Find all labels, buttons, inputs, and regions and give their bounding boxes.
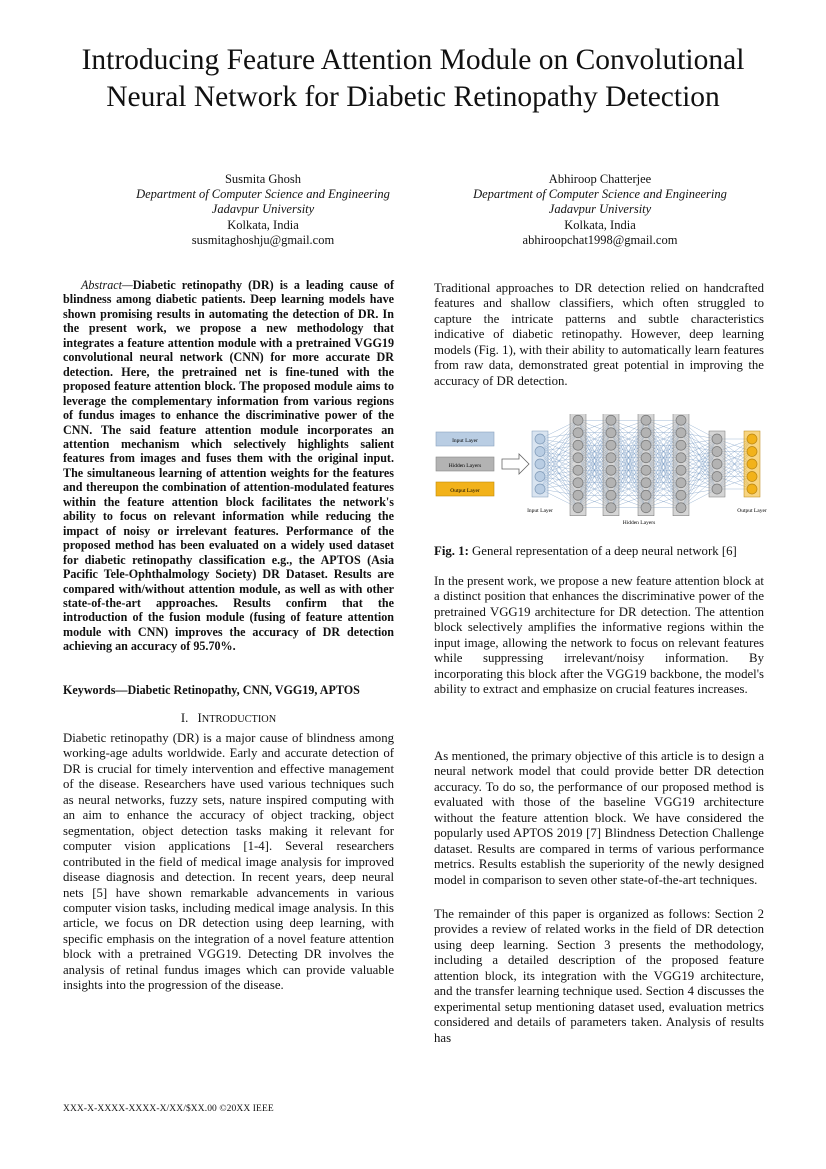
author-location: Kolkata, India: [227, 217, 299, 232]
paragraph-text: The remainder of this paper is organized as follows: Section 2 provides a review of related works in the field of DR detection using deep learning. Section 3 presents the methodology, including a detailed description of the proposed feature attention block, its integration with the VGG19 architecture, and the transfer learning technique used. Section 4 discusses the experimental setup mentioning dataset used, evaluation metrics considered and details of parameters taken. Analysis of results has: [434, 907, 764, 1045]
keywords: Keywords—Diabetic Retinopathy, CNN, VGG19, APTOS: [63, 683, 360, 697]
neuron-node: [606, 503, 616, 513]
neuron-node: [573, 503, 583, 513]
neuron-node: [676, 465, 686, 475]
neuron-node: [712, 459, 722, 469]
neuron-node: [641, 490, 651, 500]
right-paragraph-3: [434, 749, 764, 888]
paragraph-text: As mentioned, the primary objective of this article is to design a neural network model that could provide better DR detection accuracy. To do so, the performance of our proposed method is evaluated with those of the baseline VGG19 architecture without the feature attention block. We have considered the popularly used APTOS 2019 [7] Blindness Detection Challenge dataset. Results are compared in terms of various performance metrics. Results establish the superiority of the newly designed model in comparison to seven other state-of-the-art techniques.: [434, 749, 764, 887]
author-department: Department of Computer Science and Engineering: [136, 187, 390, 202]
neuron-node: [573, 478, 583, 488]
neuron-node: [606, 440, 616, 450]
caption-label: Fig. 1:: [434, 544, 469, 558]
copyright-footer: XXX-X-XXXX-XXXX-X/XX/$XX.00 ©20XX IEEE: [63, 1104, 274, 1114]
neuron-node: [641, 465, 651, 475]
abstract-label: Abstract—: [81, 278, 133, 292]
neuron-node: [676, 478, 686, 488]
author-email: susmitaghoshju@gmail.com: [191, 232, 335, 247]
neuron-node: [641, 440, 651, 450]
neuron-node: [606, 478, 616, 488]
neuron-node: [712, 434, 722, 444]
neuron-node: [641, 478, 651, 488]
neuron-node: [573, 440, 583, 450]
author-university: Jadavpur University: [211, 202, 315, 217]
section-heading-introduction: [63, 711, 394, 726]
abstract-text: Diabetic retinopathy (DR) is a leading cause of blindness among diabetic patients. Deep learning models have shown promising results in automating the detection of DR. In the present work, we propose a new methodology that integrates a feature attention module with a pretrained VGG19 convolutional neural network (CNN) for more accurate DR detection. Here, the pretrained net is fine-tuned with the proposed feature attention block. The proposed module aims to leverage the complementary information from various regions of fundus images to enhance the discriminative power of the CNN. The said feature attention module incorporates an attention mechanism which selectively highlights salient features from images and fuses them with the original input. The simultaneous learning of attention weights for the features and thereupon the combination of attention-modulated features within the feature attention block facilitates the network's ability to focus on relevant information while reducing the impact of noisy or irrelevant features. Performance of the proposed method has been evaluated on a widely used dataset for diabetic retinopathy classification e.g., the APTOS (Asia Pacific Tele-Ophthalmology Society) DR Dataset. Results are compared with/without attention module, as well as with other state-of-the-art approaches. Results confirm that the introduction of the fusion module (fusing of feature attention module with CNN) improves the accuracy of DR detection achieving an accuracy of 95.70%.: [63, 278, 394, 654]
neuron-node: [676, 415, 686, 425]
abstract: [63, 278, 394, 654]
section-initial: I: [197, 711, 202, 725]
author-block-2: [450, 172, 750, 248]
author-department: Department of Computer Science and Engineering: [473, 187, 727, 202]
paragraph-text: In the present work, we propose a new feature attention block at a distinct position that enhances the discriminative power of the pretrained VGG19 architecture for DR detection. The attention block selectively amplifies the informative regions within the input image, allowing the network to focus on relevant features while suppressing irrelevant/noisy information. By incorporating this block after the VGG19 backbone, the model's ability to extract and emphasize on crucial features increases.: [434, 574, 764, 697]
paper-title: Introducing Feature Attention Module on Convolutional Neural Network for Diabetic Retinopathy Detection: [81, 44, 745, 113]
legend-input-label: Input Layer: [452, 438, 478, 444]
arrow-icon: [502, 454, 529, 474]
neuron-node: [747, 447, 757, 457]
neuron-node: [573, 453, 583, 463]
section-number: I.: [180, 711, 189, 725]
caption-text: General representation of a deep neural network [6]: [468, 544, 737, 558]
neuron-node: [747, 484, 757, 494]
right-paragraph-1: [434, 281, 764, 389]
neuron-node: [747, 434, 757, 444]
neuron-node: [573, 415, 583, 425]
neuron-node: [641, 428, 651, 438]
neuron-node: [535, 484, 545, 494]
right-paragraph-2: [434, 574, 764, 698]
paragraph-text: Diabetic retinopathy (DR) is a major cause of blindness among working-age adults worldwide. Early and accurate detection of DR is crucial for timely intervention and effective management of the disease. Researchers have used various techniques such as neural networks, fuzzy sets, nature inspired computing with an aim to enhance the accuracy of object tracking, object segmentation, object detection tasks making it relevant for computer vision applications [1-4]. Several researchers contributed in the field of medical image analysis for improved disease diagnosis and detection. In recent years, deep neural nets [5] have shown remarkable advancements in various computer vision tasks, including medical image analysis. In this article, we focus on DR detection using deep learning, with specific emphasis on the integration of a novel feature attention block with a pretrained VGG19. Detecting DR involves the analysis of retinal fundus images which can provide valuable insights into the progression of the disease.: [63, 731, 394, 993]
section-rest: NTRODUCTION: [201, 714, 277, 725]
neuron-node: [641, 453, 651, 463]
figure-caption: [434, 544, 764, 559]
neuron-node: [606, 490, 616, 500]
neuron-node: [573, 428, 583, 438]
author-email: abhiroopchat1998@gmail.com: [522, 232, 678, 247]
neuron-node: [676, 453, 686, 463]
author-block-1: [113, 172, 413, 248]
neuron-node: [606, 428, 616, 438]
neuron-node: [747, 459, 757, 469]
neuron-node: [676, 440, 686, 450]
neuron-node: [676, 428, 686, 438]
neuron-node: [535, 459, 545, 469]
network-layers: [532, 414, 760, 516]
neuron-node: [712, 472, 722, 482]
legend-output-label: Output Layer: [450, 488, 480, 494]
author-name: Susmita Ghosh: [224, 172, 302, 186]
neuron-node: [573, 490, 583, 500]
neuron-node: [676, 490, 686, 500]
neuron-node: [606, 415, 616, 425]
author-name: Abhiroop Chatterjee: [548, 172, 652, 186]
paragraph-text: Traditional approaches to DR detection relied on handcrafted features and shallow classifiers, which often struggled to capture the intricate patterns and subtle characteristics indicative of diabetic retinopathy. However, deep learning models (Fig. 1), with their ability to automatically learn features from raw data, demonstrated great potential in improving the accuracy of DR detection.: [434, 281, 764, 388]
author-university: Jadavpur University: [548, 202, 652, 217]
legend-hidden-label: Hidden Layers: [448, 463, 482, 469]
input-layer-label: Input Layer: [527, 508, 553, 514]
neural-network-figure: [434, 414, 772, 536]
neuron-node: [606, 465, 616, 475]
hidden-layers-label: Hidden Layers: [622, 520, 656, 526]
neuron-node: [535, 447, 545, 457]
neuron-node: [573, 465, 583, 475]
neuron-node: [641, 503, 651, 513]
output-layer-label: Output Layer: [737, 508, 767, 514]
neuron-node: [606, 453, 616, 463]
right-paragraph-4: [434, 907, 764, 1046]
introduction-paragraph: [63, 731, 394, 994]
neuron-node: [535, 434, 545, 444]
neuron-node: [641, 415, 651, 425]
neuron-node: [535, 472, 545, 482]
neuron-node: [676, 503, 686, 513]
neuron-node: [712, 484, 722, 494]
author-location: Kolkata, India: [564, 217, 636, 232]
neuron-node: [712, 447, 722, 457]
neuron-node: [747, 472, 757, 482]
